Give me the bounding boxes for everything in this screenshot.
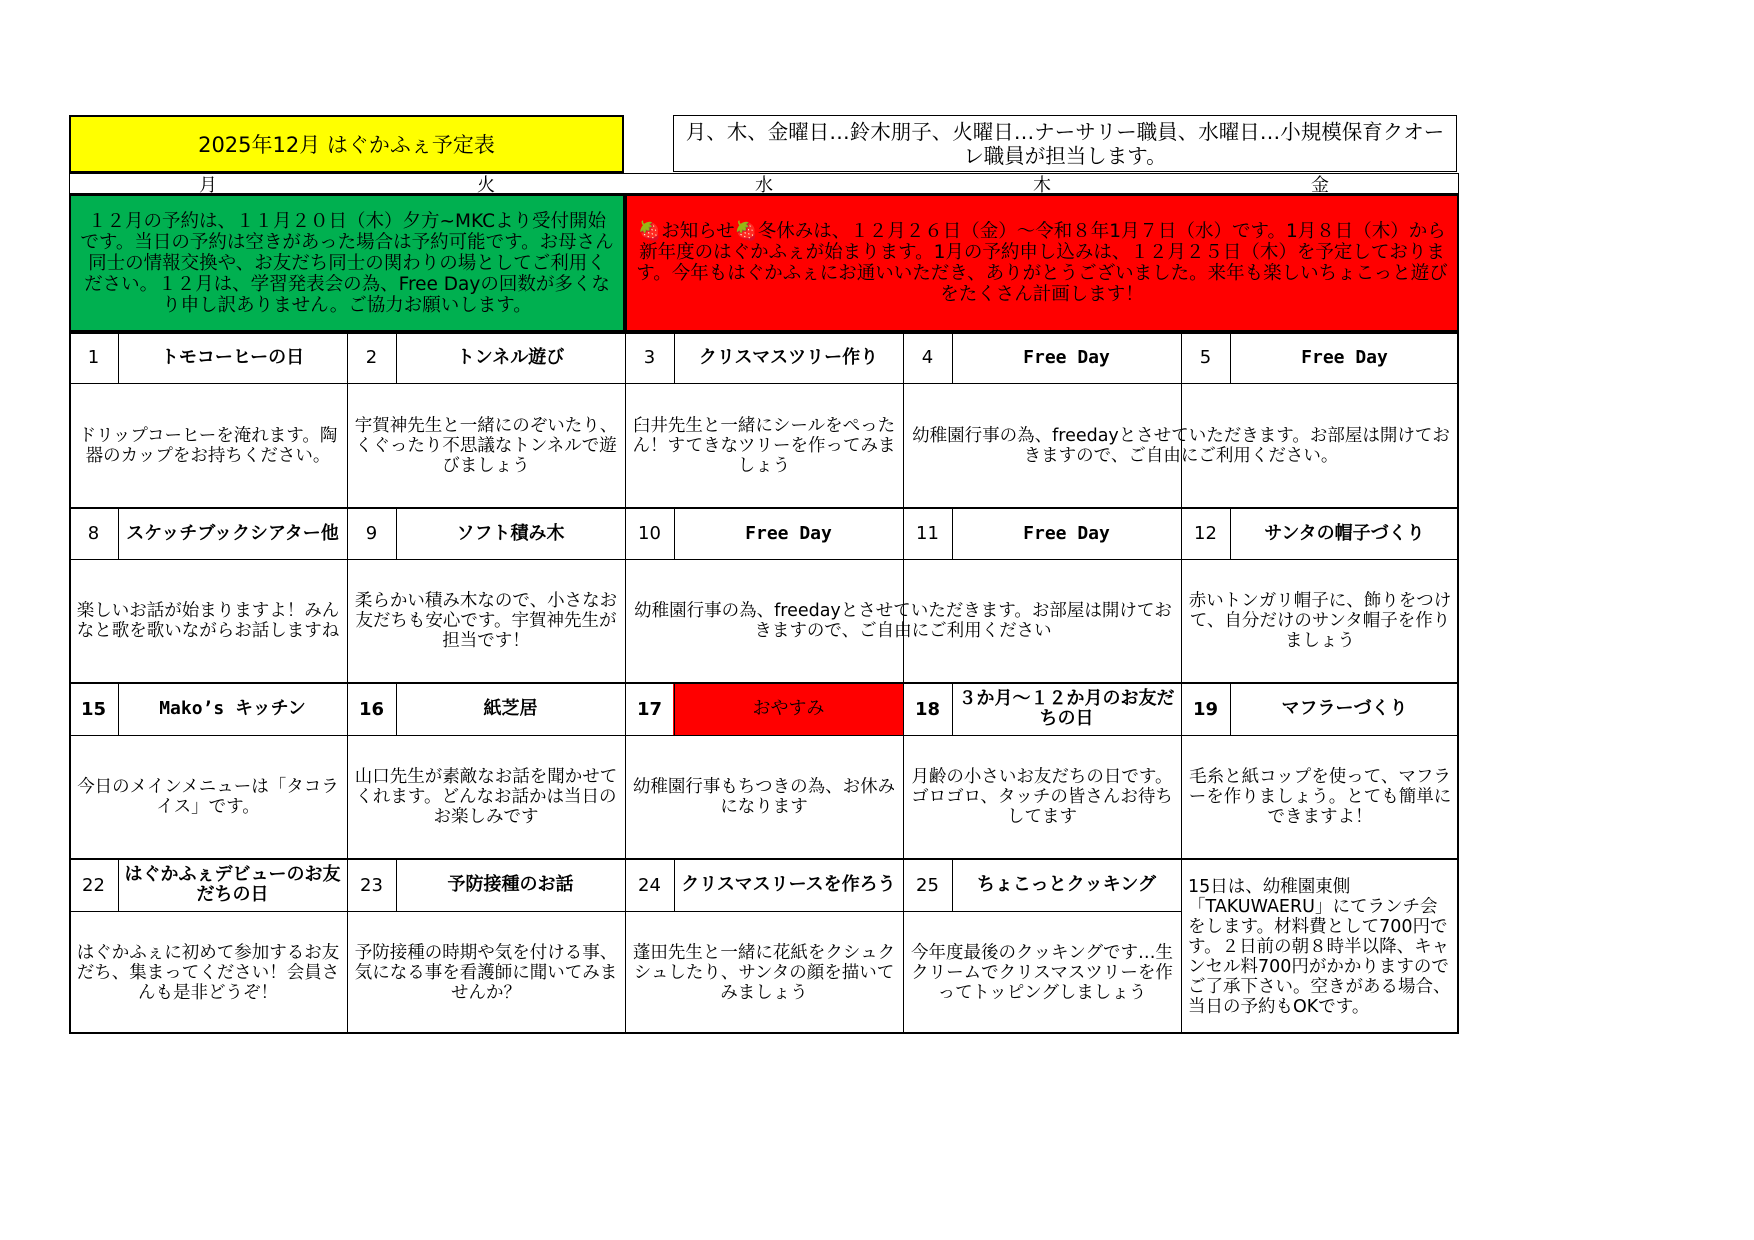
weekday-tue: 火	[477, 174, 495, 194]
day-description: 柔らかい積み木なので、小さなお友だちも安心です。宇賀神先生が担当です！	[354, 591, 618, 651]
day-description: 毛糸と紙コップを使って、マフラーを作りましょう。とても簡単にできますよ！	[1188, 767, 1452, 827]
day-description: 宇賀神先生と一緒にのぞいたり、くぐったり不思議なトンネルで遊びましょう	[354, 415, 618, 476]
day-title: サンタの帽子づくり	[1264, 522, 1425, 544]
day-title: ソフト積み木	[456, 522, 565, 544]
day-description: 幼稚園行事の為、freedayとさせていただきます。お部屋は開けておきますので、ご自由にご利用ください。	[912, 425, 1450, 466]
day-title: クリスマスツリー作り	[698, 346, 879, 368]
staff-note: 月、木、金曜日…鈴木朋子、火曜日…ナーサリー職員、水曜日…小規模保育クオーレ職員が担当します。	[673, 115, 1457, 172]
day-title: Free Day	[745, 522, 832, 544]
day-number: 15	[80, 698, 107, 720]
day-title: Mako’s キッチン	[159, 698, 306, 719]
notice-green: １２月の予約は、１１月２０日（木）夕方~MKCより受付開始です。当日の予約は空きがあった場合は予約可能です。お母さん同士の情報交換や、お友だち同士の関わりの場としてご利用ください。１２月は、学習発表会の為、Free Dayの回数が多くなり申し訳ありません。ご協力お願いします。	[69, 194, 625, 332]
day-number: 1	[87, 347, 100, 368]
day-number: 5	[1199, 347, 1212, 368]
day-number: 8	[87, 523, 100, 544]
day-description: 赤いトンガリ帽子に、飾りをつけて、自分だけのサンタ帽子を作りましょう	[1188, 591, 1452, 651]
day-description: ドリップコーヒーを淹れます。陶器のカップをお持ちください。	[78, 425, 338, 466]
day-description: 臼井先生と一緒にシールをぺったん！すてきなツリーを作ってみましょう	[632, 415, 896, 476]
day-number: 22	[82, 874, 105, 896]
day-title: Free Day	[1301, 346, 1388, 368]
day-title: スケッチブックシアター他	[126, 522, 339, 544]
day-title: はぐかふぇデビューのお友だちの日	[124, 864, 341, 905]
day-description: 今年度最後のクッキングです…生クリームでクリスマスツリーを作ってトッピングしましょう	[911, 943, 1173, 1003]
weekday-fri: 金	[1311, 174, 1329, 194]
day-number: 9	[365, 523, 378, 544]
day-number: 10	[638, 523, 661, 544]
day-description: はぐかふぇに初めて参加するお友だち、集まってください！会員さんも是非どうぞ！	[76, 943, 340, 1003]
day-number: 25	[916, 874, 939, 896]
notice-red: 🍓お知らせ🍓冬休みは、１２月２６日（金）～令和８年1月７日（水）です。1月８日（木）から新年度のはぐかふぇが始まります。1月の予約申し込みは、１２月２５日（木）を予定しております。今年もはぐかふぇにお通いいただき、ありがとうございました。来年も楽しいちょこっと遊びをたくさん計画します！	[625, 194, 1459, 332]
day-title: マフラーづくり	[1281, 698, 1408, 719]
day-description: 今日のメインメニューは「タコライス」です。	[77, 777, 339, 817]
day-title: ３か月～１２か月のお友だちの日	[958, 688, 1175, 729]
day-title: Free Day	[1023, 522, 1110, 544]
day-title: 紙芝居	[483, 698, 538, 719]
day-description: 蓬田先生と一緒に花紙をクシュクシュしたり、サンタの顔を描いてみましょう	[632, 943, 896, 1003]
day-description: 幼稚園行事もちつきの為、お休みになります	[632, 777, 896, 817]
day-number: 18	[914, 698, 941, 720]
day-number: 19	[1192, 698, 1219, 720]
weekday-thu: 木	[1033, 174, 1051, 194]
day-number: 4	[921, 347, 934, 368]
day-number: 3	[643, 347, 656, 368]
day-number: 12	[1194, 523, 1217, 544]
day-title: トモコーヒーの日	[160, 346, 305, 368]
page-title: 2025年12月 はぐかふぇ予定表	[69, 115, 624, 173]
day-number: 2	[365, 347, 378, 368]
weekday-wed: 水	[755, 174, 773, 194]
day-number: 16	[358, 698, 385, 720]
day-number: 11	[916, 523, 939, 544]
day-title: クリスマスリースを作ろう	[681, 874, 896, 895]
day-title-holiday: おやすみ	[752, 698, 825, 719]
day-title: 予防接種のお話	[447, 874, 574, 895]
lunch-side-note: 15日は、幼稚園東側「TAKUWAERU」にてランチ会をします。材料費として700円です。２日前の朝８時半以降、キャンセル料700円がかかりますのでご了承下さい。空きがある場合、当日の予約もOKです。	[1188, 876, 1451, 1017]
day-description: 山口先生が素敵なお話を聞かせてくれます。どんなお話かは当日のお楽しみです	[354, 767, 618, 827]
day-description: 予防接種の時期や気を付ける事、気になる事を看護師に聞いてみませんか？	[354, 943, 618, 1003]
day-description: 幼稚園行事の為、freedayとさせていただきます。お部屋は開けておきますので、ご自由にご利用ください	[634, 601, 1172, 641]
day-title: ちょこっとクッキング	[976, 874, 1157, 895]
day-description: 楽しいお話が始まりますよ！みんなと歌を歌いながらお話しますね	[76, 601, 340, 641]
day-number: 17	[636, 698, 663, 720]
weekday-mon: 月	[199, 174, 217, 194]
day-number: 23	[360, 874, 383, 896]
day-number: 24	[638, 874, 661, 896]
day-title: Free Day	[1023, 346, 1110, 368]
day-description: 月齢の小さいお友だちの日です。ゴロゴロ、タッチの皆さんお待ちしてます	[911, 767, 1173, 827]
day-title: トンネル遊び	[456, 346, 565, 368]
